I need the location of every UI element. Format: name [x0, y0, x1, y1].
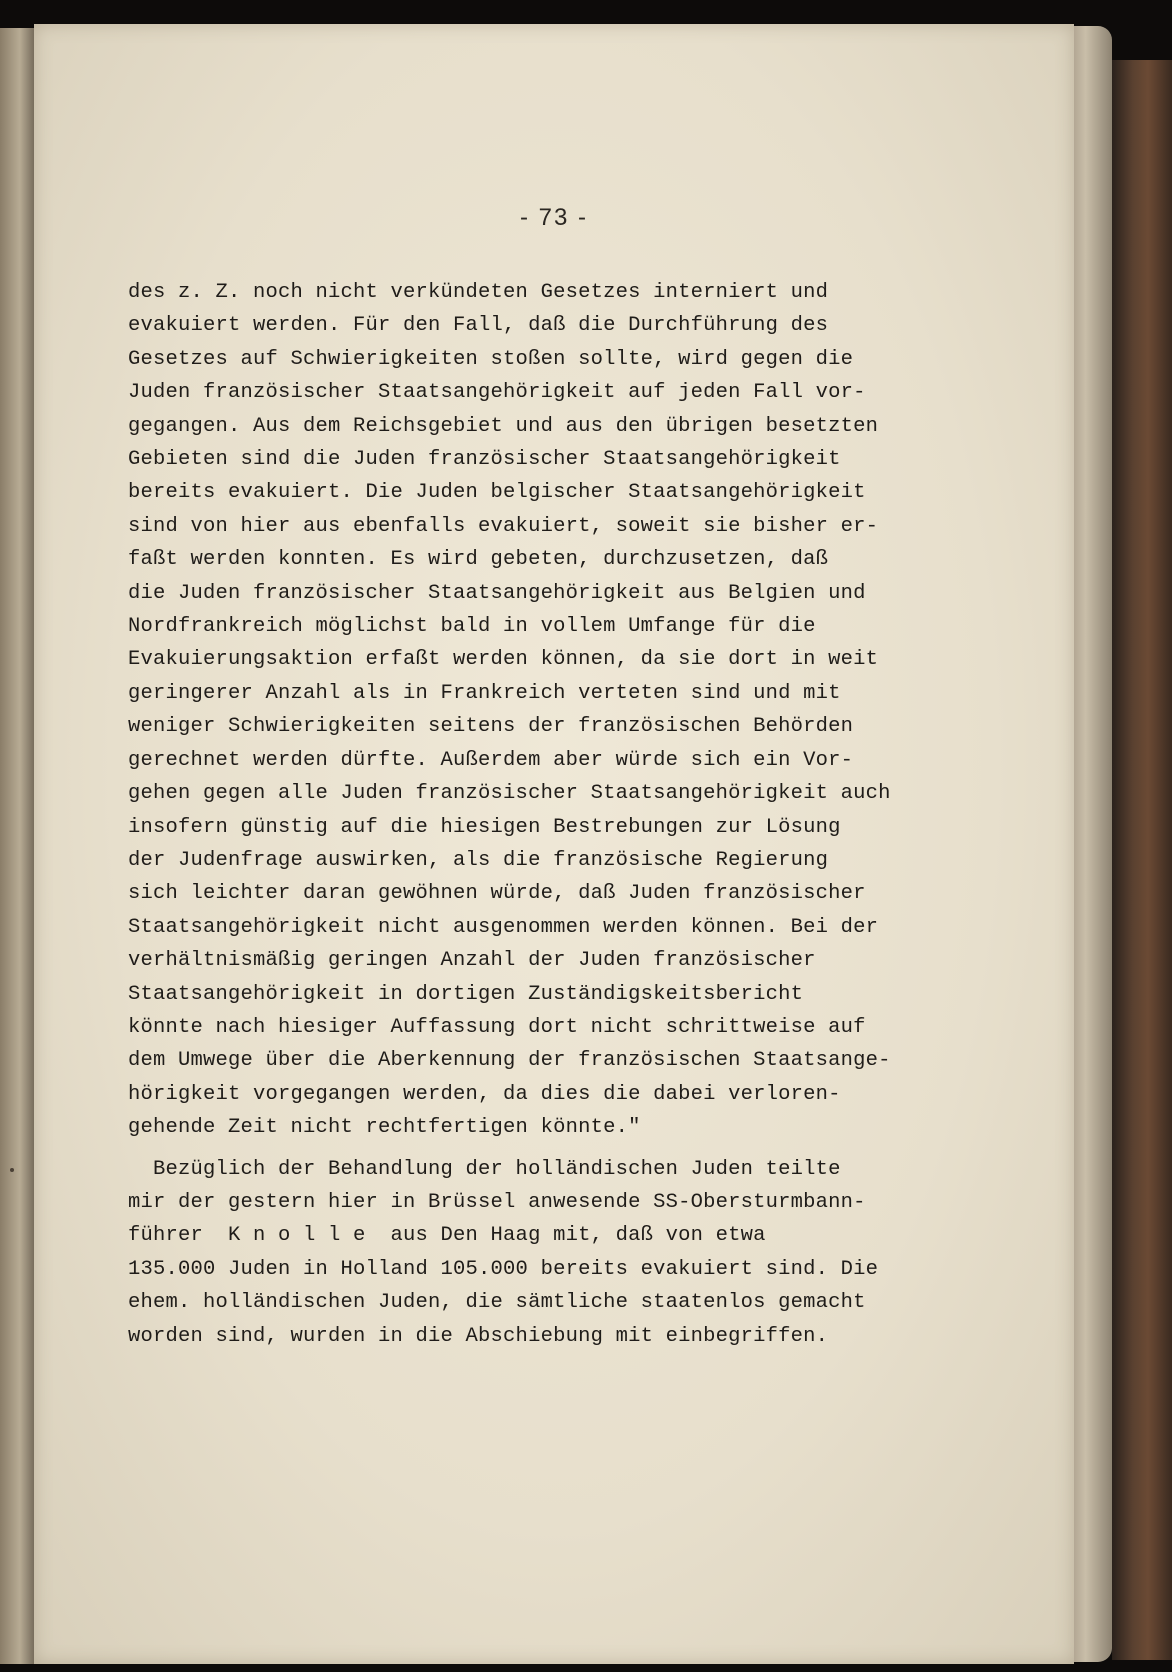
text-line: der Judenfrage auswirken, als die französische Regierung	[128, 848, 829, 872]
text-line: sich leichter daran gewöhnen würde, daß Juden französischer	[128, 882, 866, 906]
text-line: insofern günstig auf die hiesigen Bestrebungen zur Lösung	[128, 815, 841, 839]
text-line: gehen gegen alle Juden französischer Staatsangehörigkeit auch	[128, 782, 891, 806]
text-line: dem Umwege über die Aberkennung der französischen Staatsange-	[128, 1049, 891, 1073]
text-line: die Juden französischer Staatsangehörigkeit aus Belgien und	[128, 581, 866, 605]
text-line: führer K n o l l e aus Den Haag mit, daß von etwa	[128, 1224, 766, 1248]
text-line: des z. Z. noch nicht verkündeten Gesetzes interniert und	[128, 281, 829, 304]
text-line: verhältnismäßig geringen Anzahl der Juden französischer	[128, 949, 816, 973]
book-cover-edge	[1112, 60, 1172, 1660]
text-line: Evakuierungsaktion erfaßt werden können, da sie dort in weit	[128, 648, 879, 672]
text-line: faßt werden konnten. Es wird gebeten, durchzusetzen, daß	[128, 548, 829, 572]
text-line: Nordfrankreich möglichst bald in vollem Umfange für die	[128, 615, 816, 639]
text-line: Staatsangehörigkeit in dortigen Zuständigskeitsbericht	[128, 982, 804, 1006]
page-stack-edge	[1068, 26, 1112, 1662]
paragraph-gap	[128, 1145, 1028, 1153]
text-line: worden sind, wurden in die Abschiebung mit einbegriffen.	[128, 1324, 829, 1348]
first-paragraph	[128, 276, 1028, 1145]
text-line: Juden französischer Staatsangehörigkeit auf jeden Fall vor-	[128, 381, 866, 405]
text-line: mir der gestern hier in Brüssel anwesende SS-Obersturmbann-	[128, 1190, 866, 1214]
text-line: hörigkeit vorgegangen werden, da dies die dabei verloren-	[128, 1082, 841, 1106]
text-line: geringerer Anzahl als in Frankreich verteten sind und mit	[128, 681, 841, 705]
document-page	[34, 24, 1074, 1664]
text-line: sind von hier aus ebenfalls evakuiert, soweit sie bisher er-	[128, 514, 879, 538]
previous-page-edge	[0, 28, 36, 1664]
text-line: Staatsangehörigkeit nicht ausgenommen werden können. Bei der	[128, 915, 879, 939]
text-line: könnte nach hiesiger Auffassung dort nicht schrittweise auf	[128, 1015, 866, 1039]
text-line: weniger Schwierigkeiten seitens der französischen Behörden	[128, 715, 854, 739]
page-number: - 73 -	[519, 204, 588, 231]
text-line: Gesetzes auf Schwierigkeiten stoßen sollte, wird gegen die	[128, 347, 854, 371]
text-line: gerechnet werden dürfte. Außerdem aber würde sich ein Vor-	[128, 748, 854, 772]
text-line: evakuiert werden. Für den Fall, daß die Durchführung des	[128, 314, 829, 338]
text-line: Bezüglich der Behandlung der holländischen Juden teilte	[128, 1157, 841, 1181]
binding-hole	[10, 1168, 14, 1172]
text-line: Gebieten sind die Juden französischer Staatsangehörigkeit	[128, 448, 841, 472]
text-line: ehem. holländischen Juden, die sämtliche staatenlos gemacht	[128, 1291, 866, 1315]
text-line: bereits evakuiert. Die Juden belgischer Staatsangehörigkeit	[128, 481, 866, 505]
text-line: 135.000 Juden in Holland 105.000 bereits evakuiert sind. Die	[128, 1257, 879, 1281]
text-line: gehende Zeit nicht rechtfertigen könnte."	[128, 1116, 641, 1140]
second-paragraph	[128, 1153, 1028, 1353]
text-line: gegangen. Aus dem Reichsgebiet und aus den übrigen besetzten	[128, 414, 879, 438]
typed-text-block	[128, 276, 1028, 1353]
